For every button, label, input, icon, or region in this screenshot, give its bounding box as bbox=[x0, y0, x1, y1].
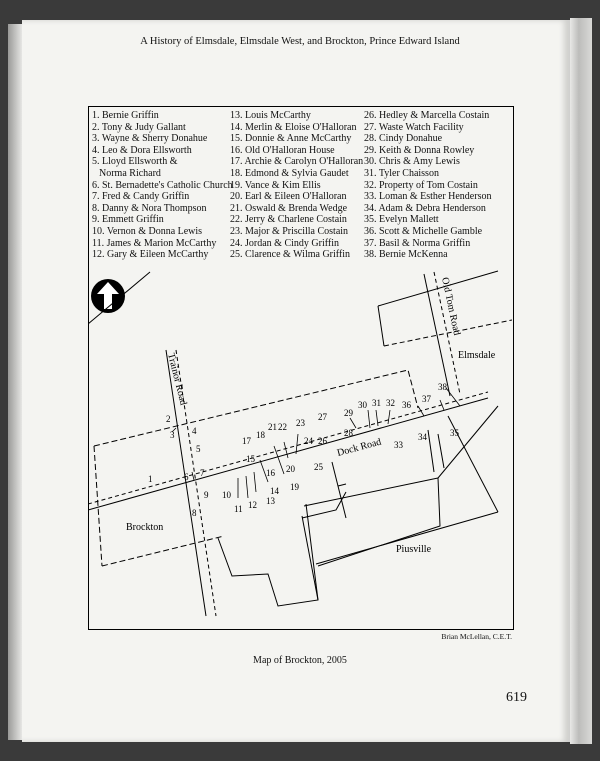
dock-road-label: Dock Road bbox=[335, 436, 383, 459]
house-number: 38 bbox=[438, 382, 447, 392]
house-number: 13 bbox=[266, 496, 275, 506]
house-number: 25 bbox=[314, 462, 323, 472]
boundary-line bbox=[384, 320, 512, 346]
old-tom-road-label: Old Tom Road bbox=[439, 276, 463, 337]
property-boundary bbox=[316, 512, 498, 564]
house-number: 12 bbox=[248, 500, 257, 510]
brockton-label: Brockton bbox=[126, 522, 164, 533]
legend-entry: 16. Old O'Halloran House bbox=[230, 144, 335, 156]
house-number: 15 bbox=[246, 454, 255, 464]
house-number: 30 bbox=[358, 400, 367, 410]
legend-entry: 24. Jordan & Cindy Griffin bbox=[230, 237, 339, 249]
map-caption: Map of Brockton, 2005 bbox=[253, 655, 347, 666]
legend-entry: 5. Lloyd Ellsworth & bbox=[92, 156, 178, 168]
property-boundary bbox=[438, 434, 444, 468]
house-number: 21 bbox=[268, 422, 277, 432]
legend-entry: 18. Edmond & Sylvia Gaudet bbox=[230, 167, 349, 179]
house-number: 19 bbox=[290, 482, 299, 492]
house-number: 22 bbox=[278, 422, 287, 432]
legend-entry: 21. Oswald & Brenda Wedge bbox=[230, 202, 348, 214]
house-number: 23 bbox=[296, 418, 305, 428]
north-arrow-icon bbox=[91, 279, 125, 313]
house-number: 27 bbox=[318, 412, 327, 422]
property-boundary bbox=[438, 406, 498, 478]
legend-entry: 37. Basil & Norma Griffin bbox=[364, 237, 471, 249]
page-edges bbox=[570, 18, 592, 744]
property-boundary bbox=[302, 516, 318, 600]
legend-entry: 11. James & Marion McCarthy bbox=[92, 237, 217, 249]
legend-entry: 33. Loman & Esther Henderson bbox=[364, 191, 492, 203]
legend-entry: 38. Bernie McKenna bbox=[364, 249, 448, 261]
boundary-line bbox=[378, 306, 384, 346]
house-number: 4 bbox=[192, 426, 197, 436]
legend-entry: 13. Louis McCarthy bbox=[230, 110, 311, 121]
legend-entry: 27. Waste Watch Facility bbox=[364, 121, 464, 133]
legend-entry: 23. Major & Priscilla Costain bbox=[230, 225, 349, 237]
house-number: 14 bbox=[270, 486, 279, 496]
legend-entry: 22. Jerry & Charlene Costain bbox=[230, 214, 347, 226]
legend-entry: 12. Gary & Eileen McCarthy bbox=[92, 249, 209, 261]
legend-entry: Norma Richard bbox=[99, 167, 161, 179]
property-boundary bbox=[332, 462, 346, 518]
brockton-map bbox=[88, 106, 512, 628]
legend-entry: 26. Hedley & Marcella Costain bbox=[364, 110, 490, 121]
house-number: 35 bbox=[450, 428, 459, 438]
house-number: 7 bbox=[200, 468, 205, 478]
legend-entry: 17. Archie & Carolyn O'Halloran bbox=[230, 156, 364, 168]
legend-entry: 31. Tyler Chaisson bbox=[364, 167, 439, 179]
legend-entry: 9. Emmett Griffin bbox=[92, 214, 164, 226]
boundary-line bbox=[378, 271, 498, 306]
house-number: 5 bbox=[196, 444, 201, 454]
house-number: 24 bbox=[304, 436, 313, 446]
legend-entry: 19. Vance & Kim Ellis bbox=[230, 179, 321, 191]
legend-entry: 32. Property of Tom Costain bbox=[364, 179, 478, 191]
legend-entry: 30. Chris & Amy Lewis bbox=[364, 156, 460, 168]
house-number: 36 bbox=[402, 400, 411, 410]
legend-entry: 3. Wayne & Sherry Donahue bbox=[92, 133, 208, 145]
house-number: 8 bbox=[192, 508, 197, 518]
house-number: 1 bbox=[148, 474, 153, 484]
running-header: A History of Elmsdale, Elmsdale West, and Brockton, Prince Edward Island bbox=[140, 36, 460, 47]
legend-entry: 25. Clarence & Wilma Griffin bbox=[230, 249, 351, 261]
legend-entry: 35. Evelyn Mallett bbox=[364, 214, 439, 226]
page-number: 619 bbox=[506, 690, 527, 705]
book-spine-shadow bbox=[8, 24, 22, 740]
map-credit: Brian McLellan, C.E.T. bbox=[441, 632, 512, 641]
dock-road bbox=[88, 398, 488, 510]
house-number: 16 bbox=[266, 468, 275, 478]
legend-entry: 34. Adam & Debra Henderson bbox=[364, 202, 486, 214]
house-number: 6 bbox=[184, 472, 189, 482]
house-number: 11 bbox=[234, 504, 243, 514]
legend-entry: 1. Bernie Griffin bbox=[92, 110, 159, 121]
house-number: 31 bbox=[372, 398, 381, 408]
house-number: 9 bbox=[204, 490, 209, 500]
trainor-road-label: Trainor Road bbox=[165, 352, 189, 407]
property-boundary bbox=[428, 430, 434, 472]
house-number: 17 bbox=[242, 436, 251, 446]
property-boundary bbox=[102, 536, 224, 566]
dock-road-edge bbox=[88, 392, 488, 504]
house-number: 33 bbox=[394, 440, 403, 450]
house-number: 29 bbox=[344, 408, 353, 418]
piusville-label: Piusville bbox=[396, 544, 432, 555]
legend-entry: 15. Donnie & Anne McCarthy bbox=[230, 133, 352, 145]
house-markers bbox=[172, 388, 460, 498]
house-number: 18 bbox=[256, 430, 265, 440]
legend-entry: 29. Keith & Donna Rowley bbox=[364, 144, 475, 156]
legend-entry: 6. St. Bernadette's Catholic Church bbox=[92, 179, 233, 191]
legend-entry: 10. Vernon & Donna Lewis bbox=[92, 225, 203, 237]
legend-entry: 36. Scott & Michelle Gamble bbox=[364, 225, 483, 237]
house-number: 3 bbox=[170, 430, 175, 440]
legend-entry: 14. Merlin & Eloise O'Halloran bbox=[230, 121, 357, 133]
house-number: 37 bbox=[422, 394, 431, 404]
house-number: 32 bbox=[386, 398, 395, 408]
house-number: 2 bbox=[166, 414, 171, 424]
legend-entry: 7. Fred & Candy Griffin bbox=[92, 191, 190, 203]
house-number: 10 bbox=[222, 490, 231, 500]
boundary-line bbox=[338, 484, 346, 486]
legend-entry: 4. Leo & Dora Ellsworth bbox=[92, 144, 192, 156]
house-number: 34 bbox=[418, 432, 427, 442]
house-number: 20 bbox=[286, 464, 295, 474]
house-number: 26 bbox=[318, 436, 327, 446]
legend-entry: 20. Earl & Eileen O'Halloran bbox=[230, 191, 347, 203]
legend-entry: 8. Danny & Nora Thompson bbox=[92, 202, 207, 214]
elmsdale-label: Elmsdale bbox=[458, 350, 496, 361]
legend-entry: 28. Cindy Donahue bbox=[364, 133, 443, 145]
house-number: 28 bbox=[344, 428, 353, 438]
legend-entry: 2. Tony & Judy Gallant bbox=[92, 121, 186, 133]
